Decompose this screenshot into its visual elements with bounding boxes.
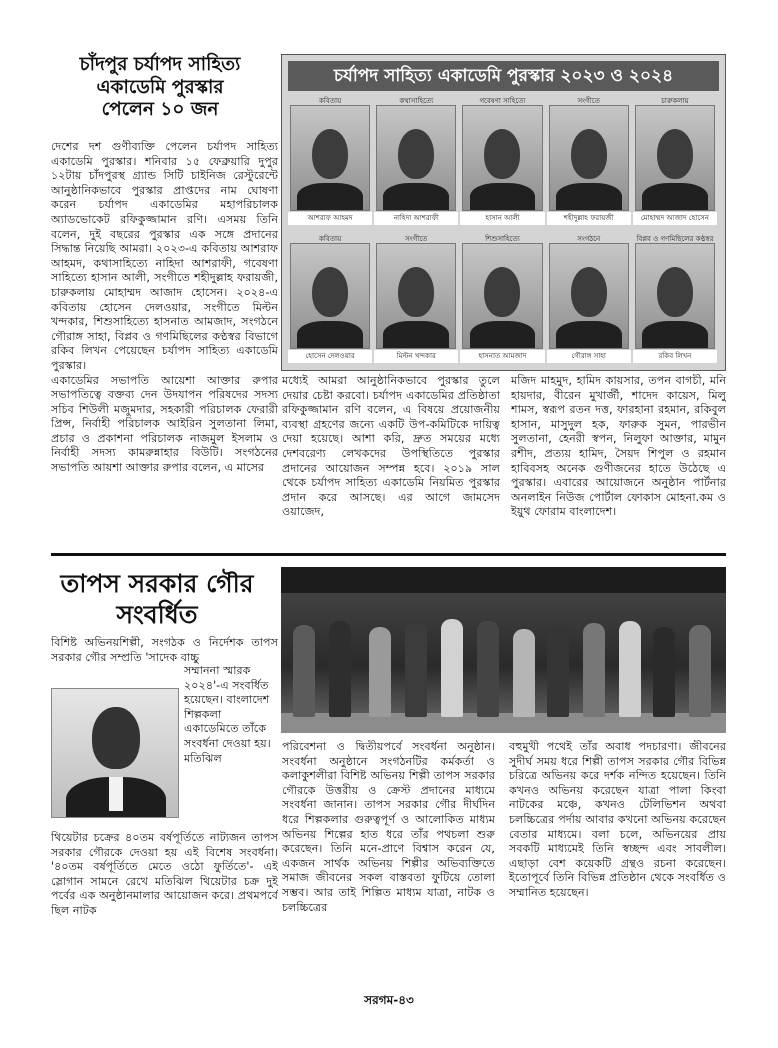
ceremony-photo xyxy=(281,567,726,733)
article2-col1 xyxy=(51,831,278,949)
awardee-card xyxy=(547,95,631,225)
awardee-photo xyxy=(635,105,715,211)
awardee-photo xyxy=(290,243,370,349)
awardee-name: শহীদুল্লাহ ফরায়জী xyxy=(547,212,631,225)
awardee-card xyxy=(288,233,372,363)
awardee-name: গৌরাঙ্গ সাহা xyxy=(547,350,631,363)
headline-line: তাপস সরকার গৌর xyxy=(60,569,254,598)
awardee-photo xyxy=(549,243,629,349)
awardee-card xyxy=(374,95,458,225)
awardee-name: নাহিদা আশরাফী xyxy=(374,212,458,225)
paragraph: একাডেমির সভাপতি আয়েশা আক্তার রুপার সভাপতিত্বে বক্তব্য দেন উদযাপন পরিষদের সদস্য সচিব শিউলী মজুমদার, সহকারী পরিচালক ফেরারী প্রিন্স, নির্বাহী পরিচালক আইরিন সুলতানা লিমা, প্রচার ও প্রকাশনা পরিচালক নাজমুল ইসলাম ও নির্বাহী সদস্য কামরুন্নাহার বিউটি। সংগঠনের সভাপতি আয়শা আক্তার রুপার বলেন, এ মাসের xyxy=(51,373,278,475)
awardee-name: রকিব লিখন xyxy=(633,350,717,363)
awardee-card xyxy=(288,95,372,225)
headline-line: পেলেন ১০ জন xyxy=(101,99,219,121)
awardee-name: মোহাম্মদ আজাদ হোসেন xyxy=(633,212,717,225)
awardee-name: আশরাফ আহমদ xyxy=(288,212,372,225)
paragraph: বহুমুখী পথেই তাঁর অবাধ পদচারণা। জীবনের সুদীর্ঘ সময় ধরে শিল্পী তাপস সরকার গৌর বিভিন্ন চরিত্রে অভিনয় করে দর্শক নন্দিত হয়েছেন। তিনি কখনও অভিনয় করেছেন যাত্রা পালা কিংবা নাটকের মঞ্চে, কখনও টেলিভিশন অথবা চলচ্চিত্রের পর্দায় আবার কখনো অভিনয় করেছেন বেতার মাধ্যমে। বলা চলে, অভিনয়ের প্রায় সবকটি মাধ্যমেই তিনি স্বচ্ছন্দ এবং সাবলীল। এছাড়া বেশ কয়েকটি গ্রন্থও রচনা করেছেন। ইতোপূর্বে তিনি বিভিন্ন প্রতিষ্ঠান থেকে সংবর্ধিত ও সম্মানিত হয়েছেন। xyxy=(509,740,726,899)
article2-intro xyxy=(51,636,278,666)
award-banner: চর্যাপদ সাহিত্য একাডেমি পুরস্কার ২০২৩ ও ২০২৪ xyxy=(288,61,719,91)
article1-col1 xyxy=(51,140,278,547)
page-footer: সরগম-৪৩ xyxy=(364,993,414,1007)
awardee-name: মিল্টন খন্দকার xyxy=(374,350,458,363)
article2-col2 xyxy=(282,740,495,962)
paragraph: বিশিষ্ট অভিনয়শিল্পী, সংগঠক ও নির্দেশক তাপস সরকার গৌর সম্প্রতি 'সাদেক বাচ্চু xyxy=(51,636,278,664)
awardee-photo xyxy=(462,243,542,349)
awardee-photo xyxy=(462,105,542,211)
awardee-photo xyxy=(376,105,456,211)
headline-line: সংবর্ধিত xyxy=(116,600,198,629)
awardee-category: কবিতায় xyxy=(318,97,342,105)
awardee-card xyxy=(633,95,717,225)
awardee-card xyxy=(374,233,458,363)
paragraph: মধ্যেই আমরা আনুষ্ঠানিকভাবে পুরস্কার তুলে দেয়ার চেষ্টা করবো। চর্যাপদ একাডেমির প্রতিষ্ঠাতা রফিকুজ্জামান রণি বলেন, এ বিষয়ে প্রয়োজনীয় ব্যবস্থা গ্রহণের জন্যে একটি উপ-কমিটিকে দায়িত্ব দেয়া হয়েছে। আশা করি, দ্রুত সময়ের মধ্যে দেশবরেণ্য লেখকদের উপস্থিতিতে পুরস্কার প্রদানের আয়োজন সম্পন্ন হবে। ২০১৯ সাল থেকে চর্যাপদ সাহিত্য একাডেমি নিয়মিত পুরস্কার প্রদান করে আসছে। এর আগে জামসেদ ওয়াজেদ, xyxy=(282,374,500,519)
awardee-photo xyxy=(635,243,715,349)
awardee-name: হাসান আলী xyxy=(460,212,544,225)
headline-line: চাঁদপুর চর্যাপদ সাহিত্য xyxy=(79,54,241,75)
awardee-category: চারুকলায় xyxy=(661,97,689,105)
awardee-card xyxy=(460,233,544,363)
awardee-category: সংগীতে xyxy=(405,235,428,243)
paragraph: সম্মাননা স্মারক ২০২৪'-এ সংবর্ধিত হয়েছেন। বাংলাদেশ শিল্পকলা একাডেমিতে তাঁকে সংবর্ধনা দেওয়া হয়। মতিঝিল xyxy=(184,664,271,765)
awardee-category: কবিতায় xyxy=(318,235,342,243)
awardee-category: কথাসাহিত্যে xyxy=(399,97,434,105)
paragraph: থিয়েটার চক্রের ৪০তম বর্ষপূর্তিতে নাট্যজন তাপস সরকার গৌরকে দেওয়া হয় এই বিশেষ সংবর্ধনা। '৪০তম বর্ষপূর্তিতে মেতে ওঠো ফুর্তিতে'- এই স্লোগান সামনে রেখে মতিঝিল থিয়েটার চক্র দুই পর্বের এক অনুষ্ঠানমালার আয়োজন করে। প্রথমপর্বে ছিল নাটক xyxy=(51,831,278,917)
paragraph: দেশের দশ গুণীব্যক্তি পেলেন চর্যাপদ সাহিত্য একাডেমি পুরস্কার। শনিবার ১৫ ফেব্রুয়ারি দুপুর ১২টায় চাঁদপুরস্থ গ্র্যান্ড সিটি চাইনিজ রেস্টুরেন্টে আনুষ্ঠানিকভাবে পুরস্কার প্রাপ্তদের নাম ঘোষণা করেন চর্যাপদ একাডেমির মহাপরিচালক অ্যাডভোকেট রফিকুজ্জামান রণি। এসময় তিনি বলেন, দুই বছরের পুরস্কার এক সঙ্গে প্রদানের সিদ্ধান্ত নিয়েছি আমরা। ২০২৩-এ কবিতায় আশরাফ আহমদ, কথাসাহিত্যে নাহিদা আশরাফী, গবেষণা সাহিত্যে হাসান আলী, সংগীতে শহীদুল্লাহ ফরায়জী, চারুকলায় মোহাম্মদ আজাদ হোসেন। ২০২৪-এ কবিতায় হোসেন দেলওয়ার, সংগীতে মিল্টন খন্দকার, শিশুসাহিত্যে হাসনাত আমজাদ, সংগঠনে গৌরাঙ্গ সাহা, বিপ্লব ও গণমিছিলের কণ্ঠস্বর বিভাগে রকিব লিখন পেয়েছেন চর্যাপদ সাহিত্য একাডেমি পুরস্কার। xyxy=(51,140,278,372)
awardee-category: শিশুসাহিত্যে xyxy=(485,235,520,243)
awardee-category: গবেষণা সাহিত্যে xyxy=(479,97,526,105)
awardee-card xyxy=(547,233,631,363)
article1-col2 xyxy=(282,374,500,549)
awardee-photo xyxy=(376,243,456,349)
awardee-category: সংগীতে xyxy=(577,97,600,105)
awardee-card xyxy=(633,233,717,363)
awardee-name: হাসনাত আমজাদ xyxy=(460,350,544,363)
awardee-photo xyxy=(290,105,370,211)
honoree-portrait xyxy=(51,688,179,818)
award-photo-panel xyxy=(281,54,726,371)
awardee-category: সংগঠনে xyxy=(577,235,601,243)
article1-col3 xyxy=(511,374,726,549)
article1-headline xyxy=(42,54,278,122)
paragraph: মজিদ মাহমুদ, হামিদ কায়সার, তপন বাগচী, মনি হায়দার, বীরেন মুখার্জী, শাদেদ কায়েস, মিলু শামস, স্বরূপ রতন দত্ত, ফারহানা রহমান, রকিবুল হাসান, মাসুদুল হক, ফারুক সুমন, পারভীন সুলতানা, হেনরী স্বপন, নিলুফা আক্তার, মামুন রশীদ, প্রত্যয় হামিদ, সৈয়দ শিপুল ও রহমান হাবিবসহ অনেক গুণীজনের হাতে উঠেছে এ পুরস্কার। এবারের আয়োজনে অনুষ্ঠান পার্টনার অনলাইন নিউজ পোর্টাল ফোকাস মোহনা.কম ও ইয়ুথ ফোরাম বাংলাদেশ। xyxy=(511,374,726,519)
awardee-name: হোসেন দেলওয়ার xyxy=(288,350,372,363)
awardee-card xyxy=(460,95,544,225)
awardee-photo xyxy=(549,105,629,211)
headline-line: একাডেমি পুরস্কার xyxy=(96,76,224,98)
paragraph: পরিবেশনা ও দ্বিতীয়পর্বে সংবর্ধনা অনুষ্ঠান। সংবর্ধনা অনুষ্ঠানে সংগঠনটির কর্মকর্তা ও কলাকুশলীরা বিশিষ্ট অভিনয় শিল্পী তাপস সরকার গৌরকে উত্তরীয় ও ক্রেস্ট প্রদানের মাধ্যমে সংবর্ধনা জানান। তাপস সরকার গৌর দীর্ঘদিন ধরে শিল্পকলার গুরুত্বপূর্ণ ও আলোকিত মাধ্যম অভিনয় শিল্পের হাত ধরে তাঁর পথচলা শুরু করেছেন। তিনি মনে-প্রাণে বিশ্বাস করেন যে, একজন সার্থক অভিনয় শিল্পীর অভিব্যক্তিতে সমাজ জীবনের সকল বাস্তবতা ফুটিয়ে তোলা সম্ভব। আর তাই শিল্পিত মাধ্যম যাত্রা, নাটক ও চলচ্চিত্রের xyxy=(282,740,495,914)
section-divider xyxy=(51,553,726,556)
article2-beside-photo xyxy=(184,664,278,830)
awardee-category: বিপ্লব ও গণমিছিলের কণ্ঠস্বর xyxy=(636,235,714,243)
article2-col3 xyxy=(509,740,726,962)
article2-headline xyxy=(38,568,276,630)
